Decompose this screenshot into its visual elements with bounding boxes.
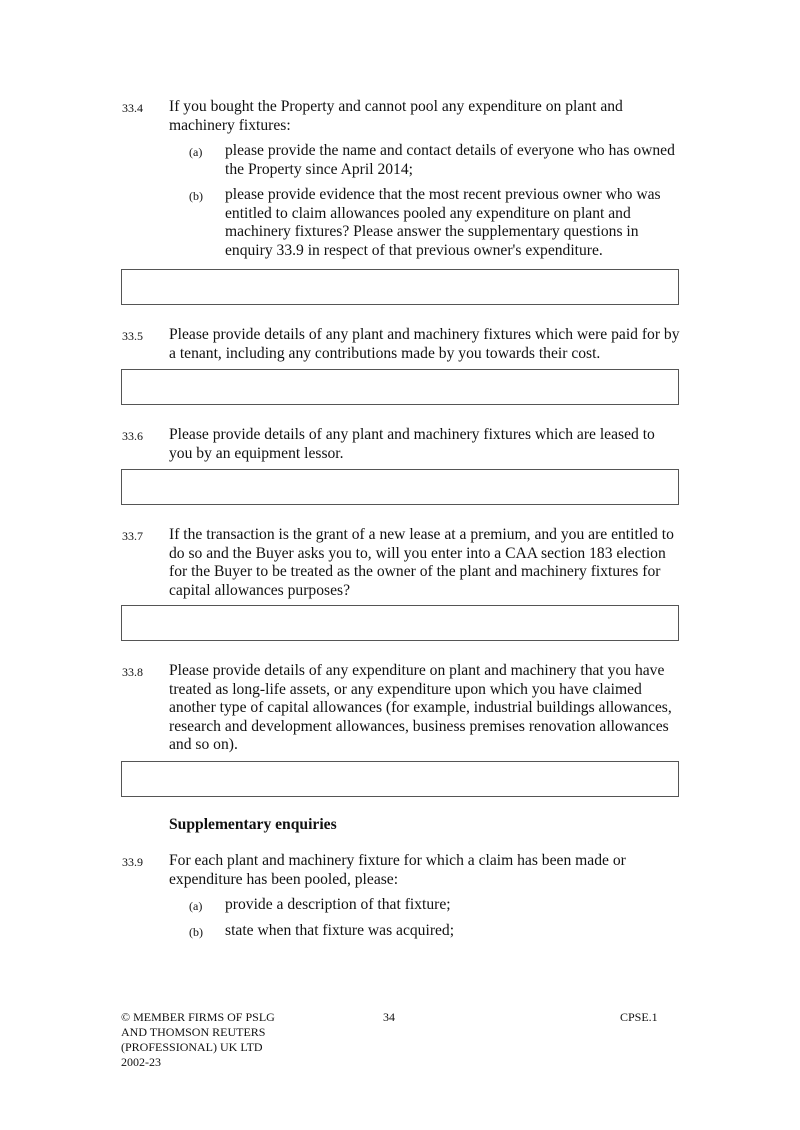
copyright-line: © MEMBER FIRMS OF PSLG — [121, 1010, 275, 1024]
subitem-label: (b) — [189, 924, 203, 939]
subitem-a — [189, 896, 682, 915]
answer-box-33-4[interactable] — [121, 269, 679, 305]
copyright-line: (PROFESSIONAL) UK LTD — [121, 1040, 263, 1054]
enquiry-text: If the transaction is the grant of a new lease at a premium, and you are entitled to do so and the Buyer asks you to, will you enter into a CAA section 183 election for the Buyer to be treated as the owner of the plant and machinery fixtures for capital allowances purposes? — [169, 526, 674, 599]
enquiry-text: Please provide details of any plant and machinery fixtures which are leased to you by an equipment lessor. — [169, 426, 655, 462]
subitem-label: (a) — [189, 899, 203, 913]
footer-copyright — [121, 1010, 275, 1070]
subitem-text: please provide evidence that the most recent previous owner who was entitled to claim allowances pooled any expenditure on plant and machinery fixtures? Please answer the supplementary questions in enquiry 33.9 in respect of that previous owner's expenditure. — [225, 186, 661, 259]
enquiry-33-5 — [122, 326, 682, 363]
answer-box-33-6[interactable] — [121, 469, 679, 505]
enquiry-33-9 — [122, 852, 682, 940]
enquiry-text: Please provide details of any expenditure on plant and machinery that you have treated as long-life assets, or any expenditure upon which you have claimed another type of capital allowances (for example, industrial buildings allowances, research and development allowances, business premises renovation allowances and so on). — [169, 662, 672, 753]
answer-box-33-7[interactable] — [121, 605, 679, 641]
enquiry-text: Please provide details of any plant and machinery fixtures which were paid for by a tenant, including any contributions made by you towards their cost. — [169, 326, 680, 362]
page-number: 34 — [383, 1010, 395, 1024]
subitem-label: (b) — [189, 189, 203, 203]
enquiry-33-7 — [122, 526, 682, 600]
subitem-b — [189, 186, 682, 260]
subitem-a — [189, 142, 682, 179]
copyright-line: 2002-23 — [121, 1055, 161, 1069]
form-code: CPSE.1 — [620, 1010, 658, 1024]
copyright-line: AND THOMSON REUTERS — [121, 1025, 266, 1039]
supplementary-heading: Supplementary enquiries — [169, 816, 337, 833]
subitem-text: provide a description of that fixture; — [225, 896, 451, 913]
enquiry-number: 33.4 — [122, 101, 143, 115]
enquiry-33-4 — [122, 98, 682, 260]
enquiry-number: 33.7 — [122, 529, 143, 543]
enquiry-text: For each plant and machinery fixture for which a claim has been made or expenditure has been pooled, please: — [169, 852, 626, 888]
enquiry-number: 33.9 — [122, 855, 143, 869]
enquiry-text: If you bought the Property and cannot pool any expenditure on plant and machinery fixtures: — [169, 98, 623, 134]
subitem-text: please provide the name and contact details of everyone who has owned the Property since April 2014; — [225, 142, 675, 178]
enquiry-number: 33.8 — [122, 665, 143, 679]
subitem-label: (a) — [189, 145, 203, 159]
answer-box-33-5[interactable] — [121, 369, 679, 405]
enquiry-number: 33.5 — [122, 329, 143, 343]
enquiry-33-8 — [122, 662, 682, 755]
subitem-b — [189, 922, 682, 941]
enquiry-33-6 — [122, 426, 682, 463]
answer-box-33-8[interactable] — [121, 761, 679, 797]
enquiry-number: 33.6 — [122, 429, 143, 443]
subitem-text: state when that fixture was acquired; — [225, 921, 455, 939]
